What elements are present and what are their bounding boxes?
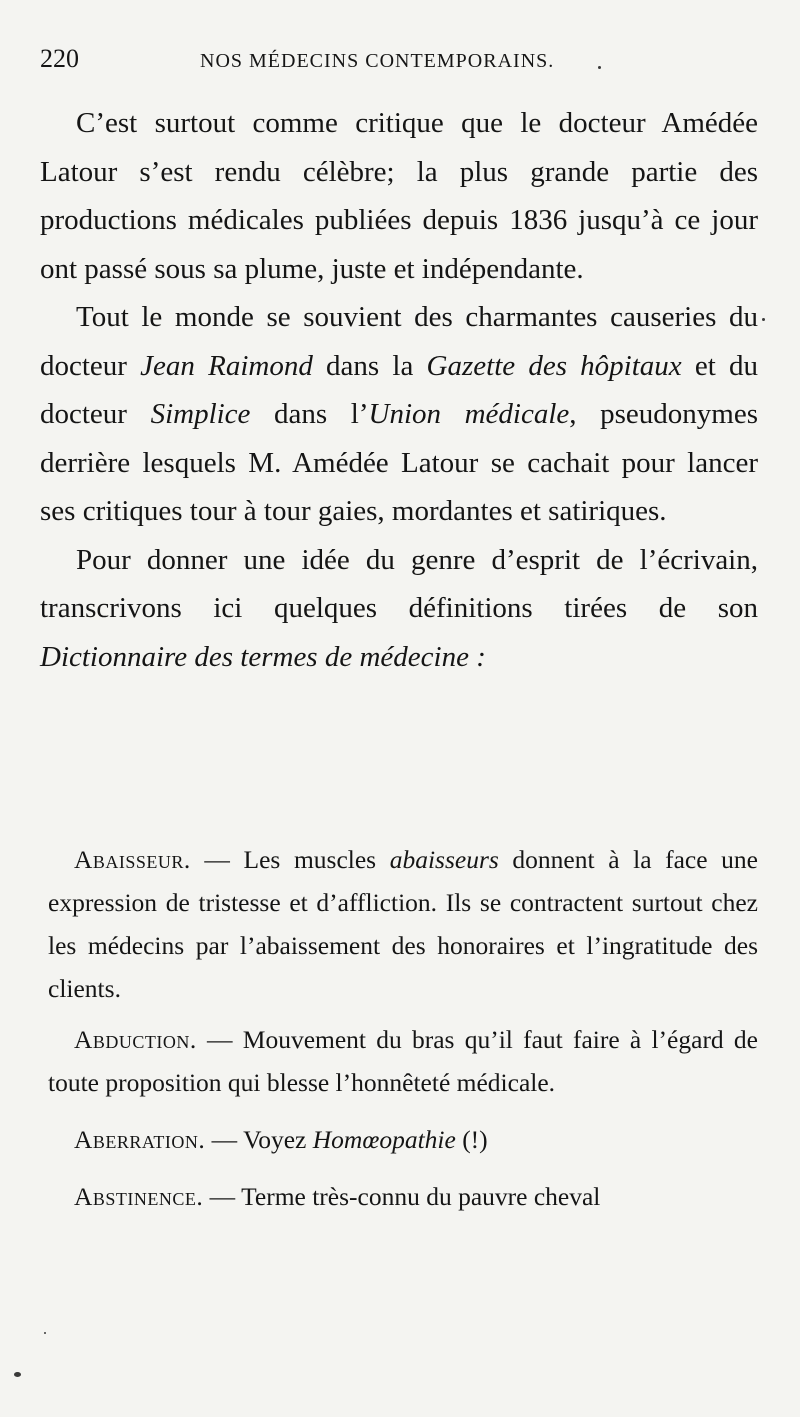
pseudonym-jean-raimond: Jean Raimond xyxy=(140,349,313,382)
page-number: 220 xyxy=(40,44,79,73)
definition-aberration: Aberration. — Voyez Homœopathie (!) xyxy=(74,1125,488,1154)
definition-term: Abstinence. xyxy=(74,1182,204,1211)
definition-term: Abaisseur. xyxy=(74,845,191,874)
paragraph-1: C’est surtout comme critique que le docteur Amédée Latour s’est rendu célèbre; la plus grande partie des productions médicales publiées depuis 1836 jusqu’à ce jour ont passé sous sa plume, juste et indépendante. xyxy=(40,107,758,285)
paragraph-3: Pour donner une idée du genre d’esprit de l’écrivain, transcrivons ici quelques définitions tirées de son Dictionnaire des termes de médecine : xyxy=(40,543,758,673)
definition-abaisseur: Abaisseur. — Les muscles abaisseurs donnent à la face une expression de tristesse et d’affliction. Ils se contractent surtout chez les médecins par l’abaissement des honoraires et l’ingratitude des clients. xyxy=(48,845,758,1003)
definition-abstinence: Abstinence. — Terme très-connu du pauvre cheval xyxy=(74,1182,601,1211)
definition-term: Aberration. xyxy=(74,1125,206,1154)
ink-speck xyxy=(598,66,601,69)
pseudonym-simplice: Simplice xyxy=(150,398,251,430)
running-title: NOS MÉDECINS CONTEMPORAINS. xyxy=(200,50,555,72)
definition-abduction: Abduction. — Mouvement du bras qu’il faut faire à l’égard de toute proposition qui blesse l’honnêteté médicale. xyxy=(48,1025,758,1097)
dictionary-title: Dictionnaire des termes de médecine : xyxy=(40,640,486,673)
definitions-list xyxy=(48,838,758,1232)
journal-union: Union médicale xyxy=(368,398,570,430)
main-text xyxy=(40,99,758,681)
page-header xyxy=(40,44,760,80)
definition-term: Abduction. xyxy=(74,1025,197,1054)
ink-speck xyxy=(762,318,765,321)
ink-speck xyxy=(14,1372,21,1377)
paragraph-2: Tout le monde se souvient des charmantes causeries du docteur Jean Raimond dans la Gazette des hôpitaux et du docteur Simplice dans l’Union médicale, pseudonymes derrière lesquels M. Amédée Latour se cachait pour lancer ses critiques tour à tour gaies, mordantes et satiriques. xyxy=(40,301,759,527)
ink-speck xyxy=(44,1332,46,1334)
journal-gazette: Gazette des hôpitaux xyxy=(426,349,682,382)
